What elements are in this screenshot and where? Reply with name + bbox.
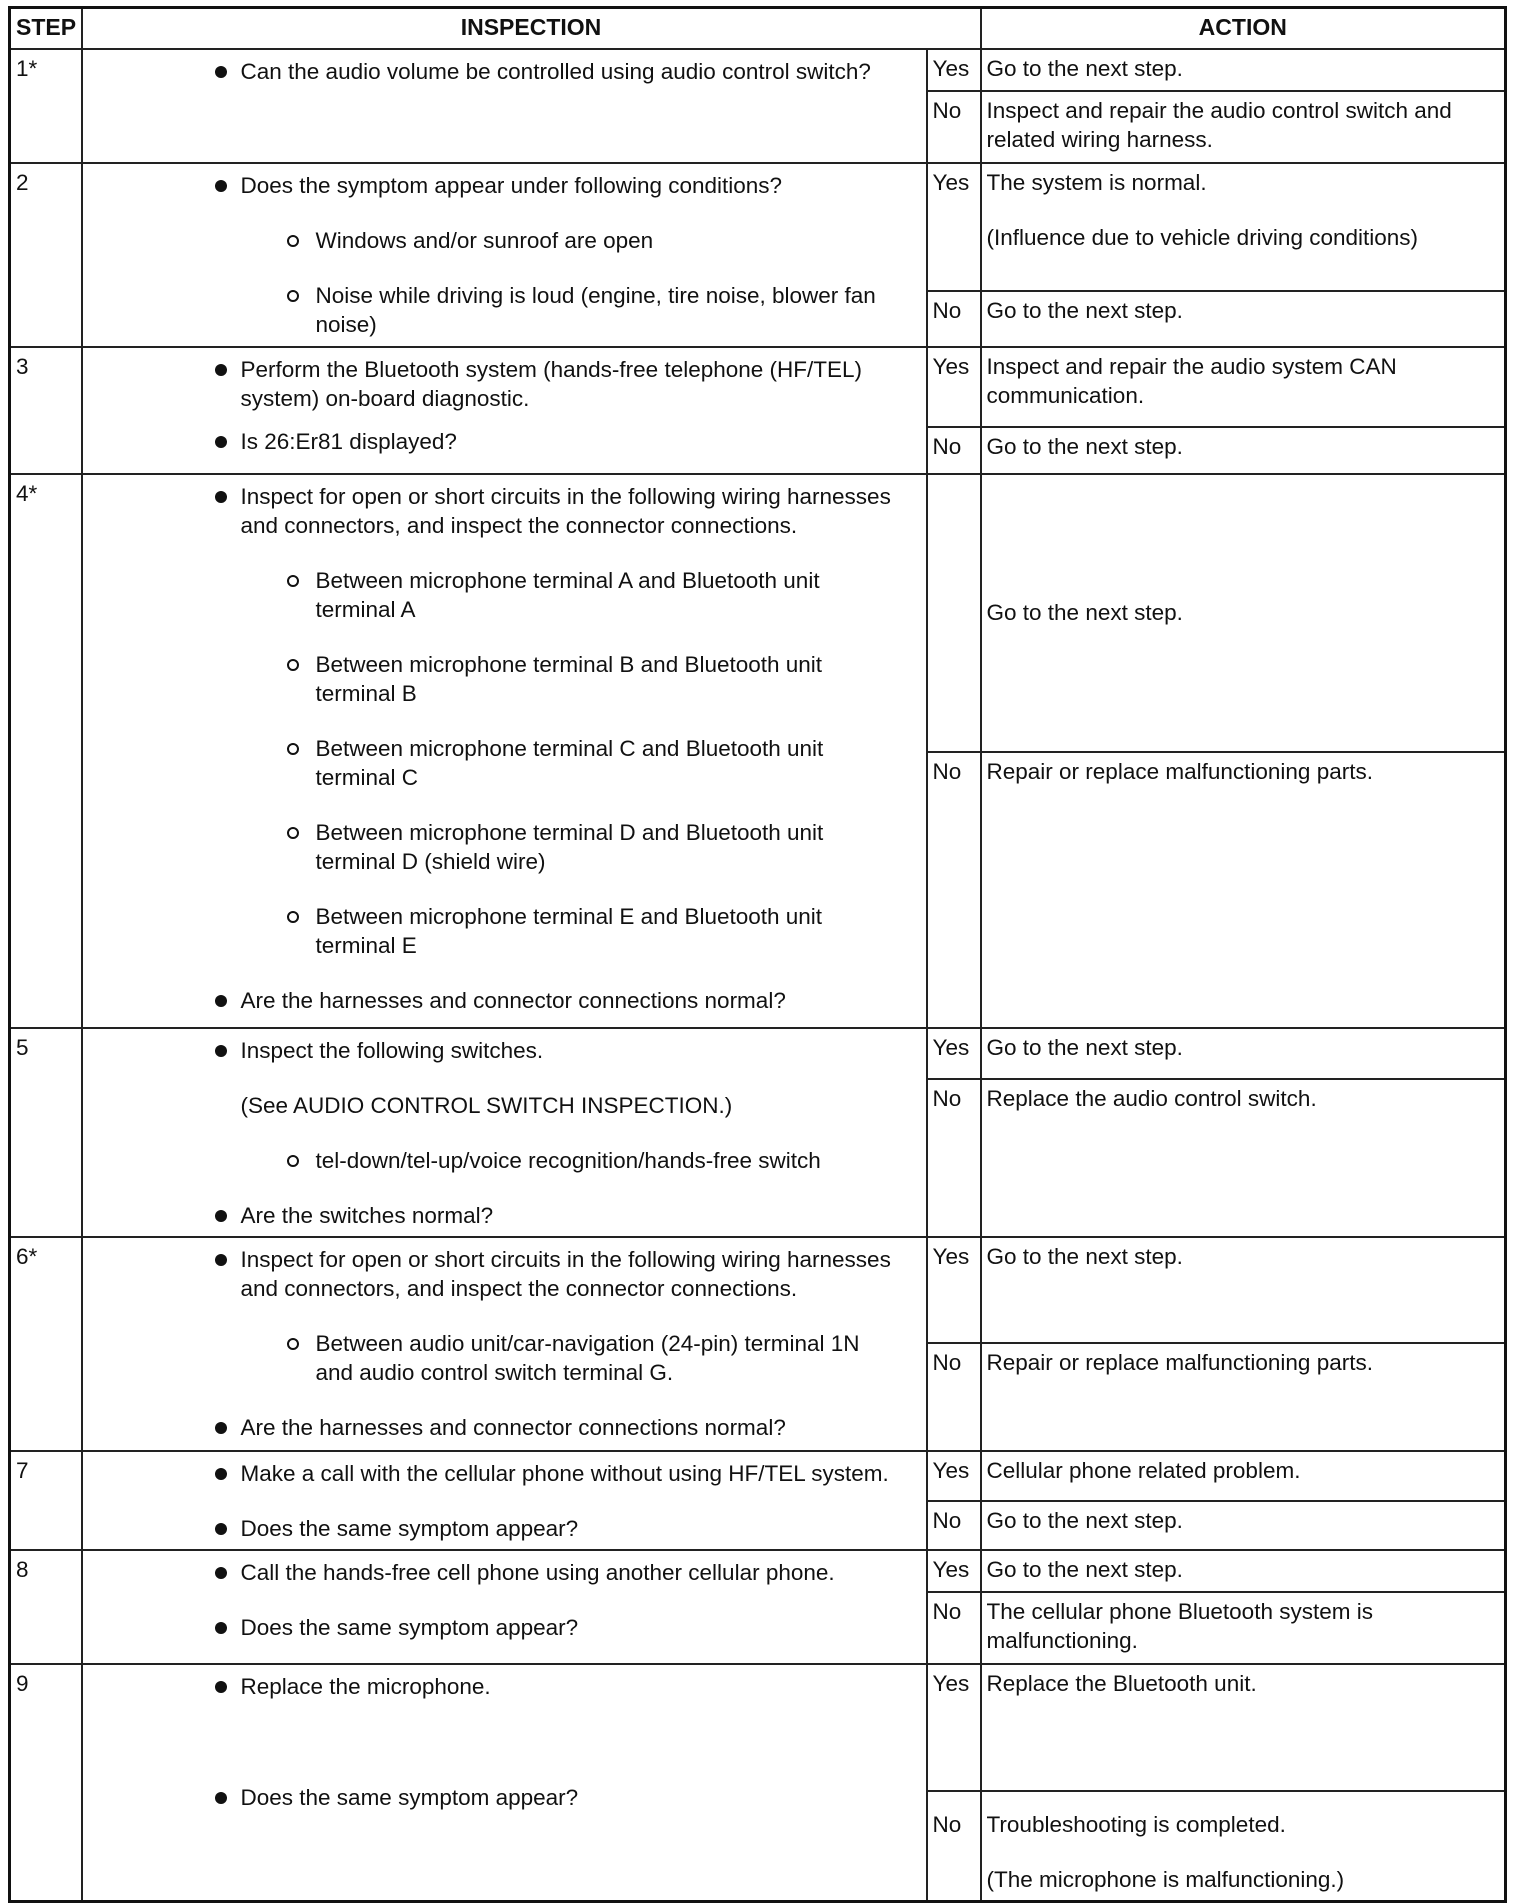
inspection-cell [82,1664,927,1902]
yes-label: Yes [927,1237,981,1343]
yes-label: Yes [927,1451,981,1501]
no-label: No [927,1343,981,1451]
no-action: Replace the audio control switch. [981,1079,1506,1237]
bullet-item: Inspect the following switches. [88,1036,921,1065]
step-number: 5 [10,1028,82,1237]
no-label: No [927,1592,981,1664]
no-label: No [927,1501,981,1550]
sub-bullet-item: Between microphone terminal A and Bluetooth unit terminal A [88,566,921,624]
no-action: Repair or replace malfunctioning parts. [981,1343,1506,1451]
sub-bullet-item: Windows and/or sunroof are open [88,226,921,255]
inspection-cell [82,1237,927,1451]
no-action-note: (The microphone is malfunctioning.) [986,1867,1345,1892]
inspection-cell [82,1451,927,1550]
step-number: 8 [10,1550,82,1664]
bullet-item: Make a call with the cellular phone without using HF/TEL system. [88,1459,921,1488]
inspection-cell [82,163,927,347]
table-row [10,474,1506,752]
sub-bullet-item: Between microphone terminal B and Bluetooth unit terminal B [88,650,921,708]
step-column-header: STEP [10,8,82,50]
sub-bullet-item: Between microphone terminal C and Bluetooth unit terminal C [88,734,921,792]
table-row [10,163,1506,291]
inspection-cell [82,347,927,474]
yes-action: Go to the next step. [981,49,1506,91]
bullet-item: Inspect for open or short circuits in the following wiring harnesses and connectors, and inspect the connector connections. [88,482,921,540]
bullet-item: Perform the Bluetooth system (hands-free telephone (HF/TEL) system) on-board diagnostic. [88,355,921,413]
yes-action: Go to the next step. [981,474,1506,752]
sub-bullet-item: Between microphone terminal D and Bluetooth unit terminal D (shield wire) [88,818,921,876]
yes-label [927,474,981,752]
no-label: No [927,1079,981,1237]
table-row [10,1550,1506,1592]
no-action-line: Troubleshooting is completed. [986,1812,1286,1837]
no-action: Inspect and repair the audio control switch and related wiring harness. [981,91,1506,163]
yes-action: Inspect and repair the audio system CAN communication. [981,347,1506,427]
yes-label: Yes [927,49,981,91]
yes-label: Yes [927,347,981,427]
bullet-item: Can the audio volume be controlled using audio control switch? [88,57,921,86]
bullet-item: Is 26:Er81 displayed? [88,427,921,456]
table-row [10,1028,1506,1079]
no-label: No [927,1791,981,1902]
step-number: 6* [10,1237,82,1451]
yes-action: Replace the Bluetooth unit. [981,1664,1506,1791]
no-label: No [927,427,981,474]
yes-action: Go to the next step. [981,1550,1506,1592]
no-action: Repair or replace malfunctioning parts. [981,752,1506,1028]
no-label: No [927,291,981,347]
table-row [10,1451,1506,1501]
table-row [10,347,1506,427]
step-number: 1* [10,49,82,163]
action-column-header: ACTION [981,8,1506,50]
sub-bullet-item: Noise while driving is loud (engine, tire noise, blower fan noise) [88,281,921,339]
bullet-item: Inspect for open or short circuits in the following wiring harnesses and connectors, and inspect the connector connections. [88,1245,921,1303]
step-number: 7 [10,1451,82,1550]
no-label: No [927,91,981,163]
table-row [10,1237,1506,1343]
yes-action [981,163,1506,291]
inspection-cell [82,1028,927,1237]
no-action [981,1791,1506,1902]
bullet-item: Are the harnesses and connector connections normal? [88,986,921,1015]
no-label: No [927,752,981,1028]
inspection-cell [82,49,927,163]
yes-label: Yes [927,1550,981,1592]
no-action: The cellular phone Bluetooth system is malfunctioning. [981,1592,1506,1664]
sub-bullet-item: tel-down/tel-up/voice recognition/hands-free switch [88,1146,921,1175]
bullet-item: Does the same symptom appear? [88,1783,921,1812]
no-action: Go to the next step. [981,291,1506,347]
yes-action-note: (Influence due to vehicle driving conditions) [986,225,1419,250]
yes-action: Go to the next step. [981,1237,1506,1343]
inspection-cell [82,474,927,1028]
yes-action: Go to the next step. [981,1028,1506,1079]
step-number: 3 [10,347,82,474]
table-row [10,49,1506,91]
bullet-item: Are the harnesses and connector connections normal? [88,1413,921,1442]
no-action: Go to the next step. [981,427,1506,474]
step-number: 2 [10,163,82,347]
bullet-item: Does the same symptom appear? [88,1613,921,1642]
yes-label: Yes [927,1664,981,1791]
table-header-row [10,8,1506,50]
bullet-item: Does the same symptom appear? [88,1514,921,1543]
sub-bullet-item: Between audio unit/car-navigation (24-pin) terminal 1N and audio control switch terminal G. [88,1329,921,1387]
troubleshooting-table [8,6,1507,1903]
bullet-item: Does the symptom appear under following conditions? [88,171,921,200]
inspection-cell [82,1550,927,1664]
bullet-item: Are the switches normal? [88,1201,921,1230]
step-number: 4* [10,474,82,1028]
yes-label: Yes [927,1028,981,1079]
bullet-item: Replace the microphone. [88,1672,921,1701]
table-row [10,1664,1506,1791]
paragraph-item: (See AUDIO CONTROL SWITCH INSPECTION.) [240,1093,733,1118]
yes-action: Cellular phone related problem. [981,1451,1506,1501]
no-action: Go to the next step. [981,1501,1506,1550]
bullet-item: Call the hands-free cell phone using another cellular phone. [88,1558,921,1587]
sub-bullet-item: Between microphone terminal E and Bluetooth unit terminal E [88,902,921,960]
yes-action-line: The system is normal. [986,170,1207,195]
yes-label: Yes [927,163,981,291]
inspection-column-header: INSPECTION [82,8,981,50]
step-number: 9 [10,1664,82,1902]
